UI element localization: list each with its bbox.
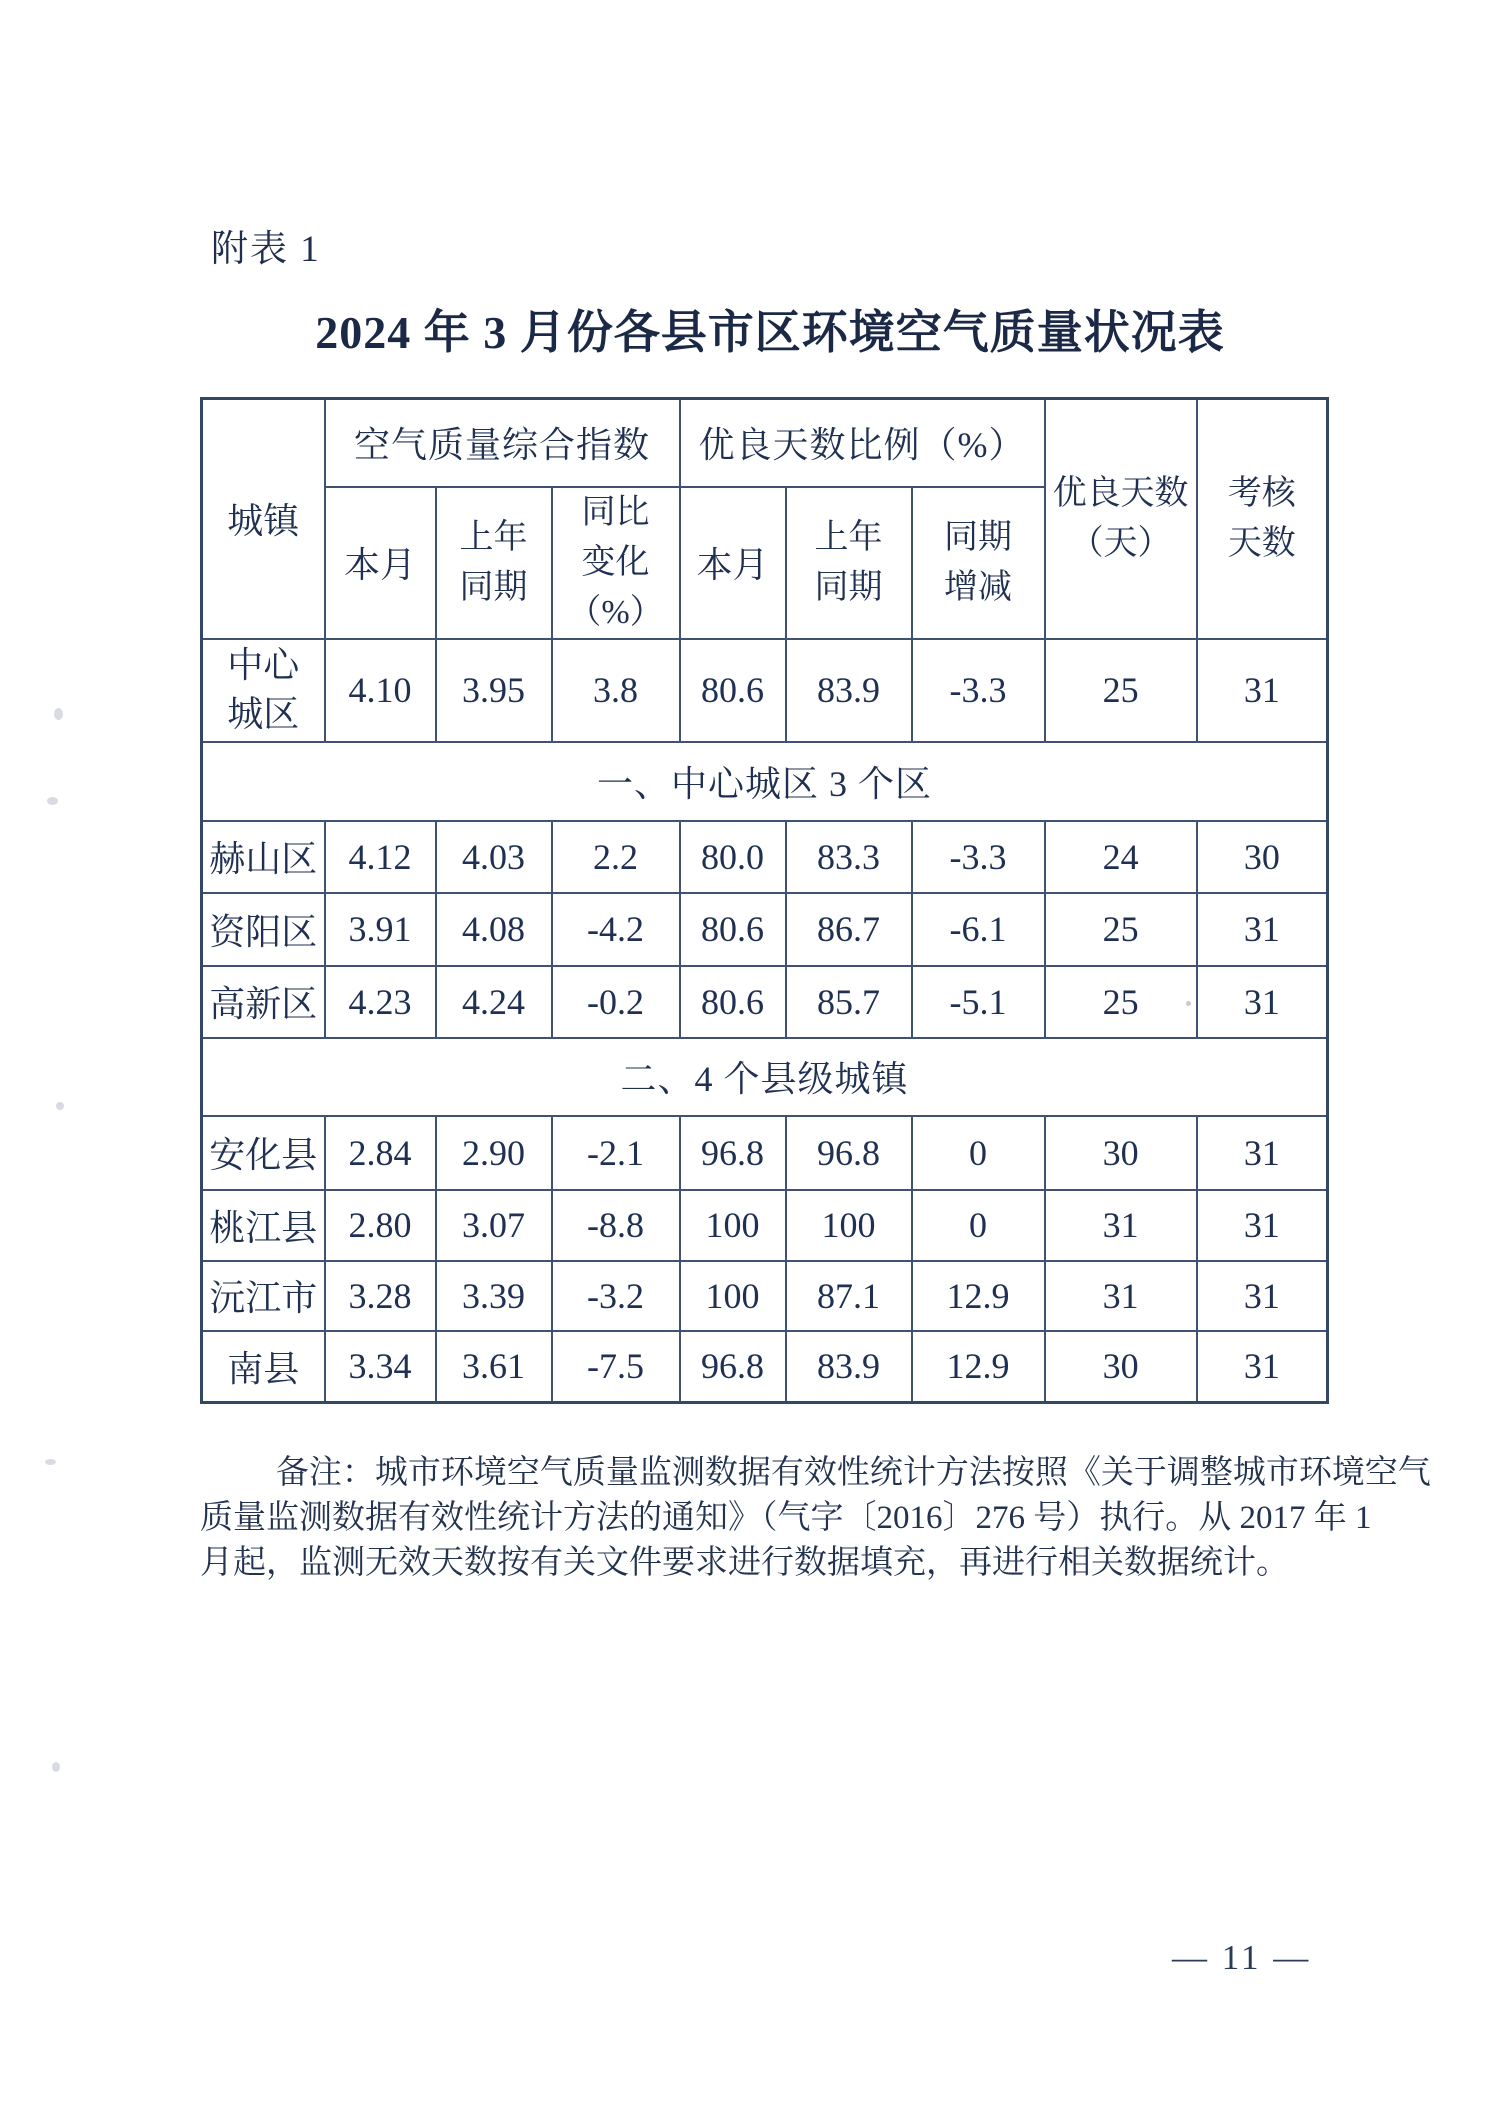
header-period-delta bbox=[912, 487, 1045, 639]
cell-yoy: -0.2 bbox=[552, 966, 680, 1038]
header-good-days-line1: 优良天数 bbox=[1052, 474, 1189, 512]
cell-aqi-month: 3.28 bbox=[325, 1261, 436, 1331]
cell-delta: 0 bbox=[912, 1116, 1045, 1190]
header-good-days bbox=[1045, 399, 1197, 639]
section-label: 二、4 个县级城镇 bbox=[202, 1038, 1328, 1116]
table-row-anhua bbox=[202, 1116, 1328, 1190]
table-row-heshan bbox=[202, 821, 1328, 893]
cell-delta: 0 bbox=[912, 1190, 1045, 1261]
header-yoy-line2: 变化 bbox=[581, 543, 650, 581]
row-name: 安化县 bbox=[202, 1116, 325, 1190]
cell-ratio-month: 80.6 bbox=[680, 893, 786, 966]
cell-assess-days: 31 bbox=[1197, 1116, 1328, 1190]
cell-assess-days: 31 bbox=[1197, 893, 1328, 966]
note-line-2: 质量监测数据有效性统计方法的通知》（气字〔2016〕276 号）执行。从 2017 年 1 bbox=[200, 1500, 1372, 1536]
header-yoy-change bbox=[552, 487, 680, 639]
cell-good-days: 25 bbox=[1045, 893, 1197, 966]
scan-artifact bbox=[56, 1102, 64, 1110]
cell-ratio-prev: 83.9 bbox=[786, 639, 912, 742]
cell-aqi-prev: 4.24 bbox=[436, 966, 552, 1038]
cell-ratio-month: 96.8 bbox=[680, 1116, 786, 1190]
header-ratio-prev-line1: 上年 bbox=[814, 518, 883, 556]
row-name: 资阳区 bbox=[202, 893, 325, 966]
cell-assess-days: 30 bbox=[1197, 821, 1328, 893]
cell-aqi-prev: 4.08 bbox=[436, 893, 552, 966]
table-row-yuanjiang bbox=[202, 1261, 1328, 1331]
cell-aqi-month: 3.91 bbox=[325, 893, 436, 966]
table-row-nanxian bbox=[202, 1331, 1328, 1403]
cell-aqi-prev: 3.39 bbox=[436, 1261, 552, 1331]
note-line-1: 备注：城市环境空气质量监测数据有效性统计方法按照《关于调整城市环境空气 bbox=[275, 1455, 1431, 1491]
cell-delta: -3.3 bbox=[912, 821, 1045, 893]
header-aqi-month: 本月 bbox=[325, 487, 436, 639]
cell-delta: 12.9 bbox=[912, 1331, 1045, 1403]
cell-ratio-month: 80.6 bbox=[680, 639, 786, 742]
cell-aqi-month: 4.10 bbox=[325, 639, 436, 742]
header-yoy-line3: （%） bbox=[567, 593, 664, 631]
row-name: 桃江县 bbox=[202, 1190, 325, 1261]
cell-yoy: -2.1 bbox=[552, 1116, 680, 1190]
cell-yoy: 2.2 bbox=[552, 821, 680, 893]
header-aqi-prev-year bbox=[436, 487, 552, 639]
row-name: 赫山区 bbox=[202, 821, 325, 893]
cell-ratio-prev: 83.3 bbox=[786, 821, 912, 893]
header-town: 城镇 bbox=[202, 399, 325, 639]
section-label: 一、中心城区 3 个区 bbox=[202, 742, 1328, 821]
cell-aqi-month: 2.80 bbox=[325, 1190, 436, 1261]
cell-aqi-prev: 4.03 bbox=[436, 821, 552, 893]
header-good-days-line2: （天） bbox=[1069, 524, 1172, 562]
header-aqi-prev-line2: 同期 bbox=[459, 568, 528, 606]
cell-aqi-month: 4.12 bbox=[325, 821, 436, 893]
cell-ratio-month: 96.8 bbox=[680, 1331, 786, 1403]
scan-artifact bbox=[52, 1762, 60, 1772]
scan-artifact bbox=[54, 708, 63, 720]
table-header-row-1 bbox=[202, 399, 1328, 487]
table-row-taojiang bbox=[202, 1190, 1328, 1261]
cell-ratio-prev: 85.7 bbox=[786, 966, 912, 1038]
cell-good-days: 25 bbox=[1045, 639, 1197, 742]
cell-good-days: 30 bbox=[1045, 1331, 1197, 1403]
cell-delta: 12.9 bbox=[912, 1261, 1045, 1331]
cell-delta: -6.1 bbox=[912, 893, 1045, 966]
cell-assess-days: 31 bbox=[1197, 966, 1328, 1038]
header-ratio-prev-line2: 同期 bbox=[814, 568, 883, 606]
scan-artifact bbox=[45, 1459, 56, 1465]
cell-assess-days: 31 bbox=[1197, 1261, 1328, 1331]
header-ratio-prev-year bbox=[786, 487, 912, 639]
cell-yoy: 3.8 bbox=[552, 639, 680, 742]
cell-yoy: -4.2 bbox=[552, 893, 680, 966]
remark-note bbox=[200, 1451, 1431, 1586]
cell-aqi-month: 2.84 bbox=[325, 1116, 436, 1190]
cell-ratio-month: 80.6 bbox=[680, 966, 786, 1038]
cell-ratio-prev: 83.9 bbox=[786, 1331, 912, 1403]
row-name: 沅江市 bbox=[202, 1261, 325, 1331]
page-title: 2024 年 3 月份各县市区环境空气质量状况表 bbox=[315, 307, 1225, 358]
header-delta-line1: 同期 bbox=[944, 518, 1013, 556]
scan-artifact bbox=[47, 797, 58, 805]
cell-yoy: -7.5 bbox=[552, 1331, 680, 1403]
cell-ratio-month: 100 bbox=[680, 1261, 786, 1331]
cell-ratio-prev: 87.1 bbox=[786, 1261, 912, 1331]
section-row-counties bbox=[202, 1038, 1328, 1116]
cell-ratio-prev: 100 bbox=[786, 1190, 912, 1261]
scan-artifact bbox=[1186, 1001, 1191, 1006]
note-line-3: 月起，监测无效天数按有关文件要求进行数据填充，再进行相关数据统计。 bbox=[200, 1545, 1289, 1581]
row-name: 南县 bbox=[202, 1331, 325, 1403]
cell-good-days: 31 bbox=[1045, 1190, 1197, 1261]
row-name bbox=[202, 639, 325, 742]
row-name: 高新区 bbox=[202, 966, 325, 1038]
cell-ratio-prev: 96.8 bbox=[786, 1116, 912, 1190]
cell-good-days: 24 bbox=[1045, 821, 1197, 893]
header-assess-days bbox=[1197, 399, 1328, 639]
header-assess-days-line1: 考核 bbox=[1227, 474, 1296, 512]
air-quality-table bbox=[200, 397, 1329, 1404]
cell-assess-days: 31 bbox=[1197, 639, 1328, 742]
section-row-central bbox=[202, 742, 1328, 821]
cell-assess-days: 31 bbox=[1197, 1331, 1328, 1403]
appendix-label: 附表 1 bbox=[211, 229, 321, 270]
cell-aqi-prev: 3.07 bbox=[436, 1190, 552, 1261]
header-yoy-line1: 同比 bbox=[581, 493, 650, 531]
cell-delta: -5.1 bbox=[912, 966, 1045, 1038]
cell-aqi-month: 3.34 bbox=[325, 1331, 436, 1403]
cell-aqi-prev: 3.95 bbox=[436, 639, 552, 742]
page-number: — 11 — bbox=[1172, 1938, 1312, 1977]
cell-delta: -3.3 bbox=[912, 639, 1045, 742]
header-aqi-prev-line1: 上年 bbox=[459, 518, 528, 556]
header-aqi-group: 空气质量综合指数 bbox=[325, 399, 680, 487]
cell-good-days: 25 bbox=[1045, 966, 1197, 1038]
cell-aqi-month: 4.23 bbox=[325, 966, 436, 1038]
cell-assess-days: 31 bbox=[1197, 1190, 1328, 1261]
cell-ratio-month: 80.0 bbox=[680, 821, 786, 893]
cell-aqi-prev: 2.90 bbox=[436, 1116, 552, 1190]
cell-yoy: -8.8 bbox=[552, 1190, 680, 1261]
cell-ratio-prev: 86.7 bbox=[786, 893, 912, 966]
header-ratio-month: 本月 bbox=[680, 487, 786, 639]
row-name-text: 中心城区 bbox=[227, 645, 300, 734]
table-row-gaoxin bbox=[202, 966, 1328, 1038]
header-assess-days-line2: 天数 bbox=[1227, 524, 1296, 562]
cell-aqi-prev: 3.61 bbox=[436, 1331, 552, 1403]
table-row-ziyang bbox=[202, 893, 1328, 966]
cell-good-days: 31 bbox=[1045, 1261, 1197, 1331]
header-delta-line2: 增减 bbox=[944, 568, 1013, 606]
cell-yoy: -3.2 bbox=[552, 1261, 680, 1331]
header-good-ratio-group: 优良天数比例（%） bbox=[680, 399, 1045, 487]
cell-ratio-month: 100 bbox=[680, 1190, 786, 1261]
table-row-central-district bbox=[202, 639, 1328, 742]
cell-good-days: 30 bbox=[1045, 1116, 1197, 1190]
